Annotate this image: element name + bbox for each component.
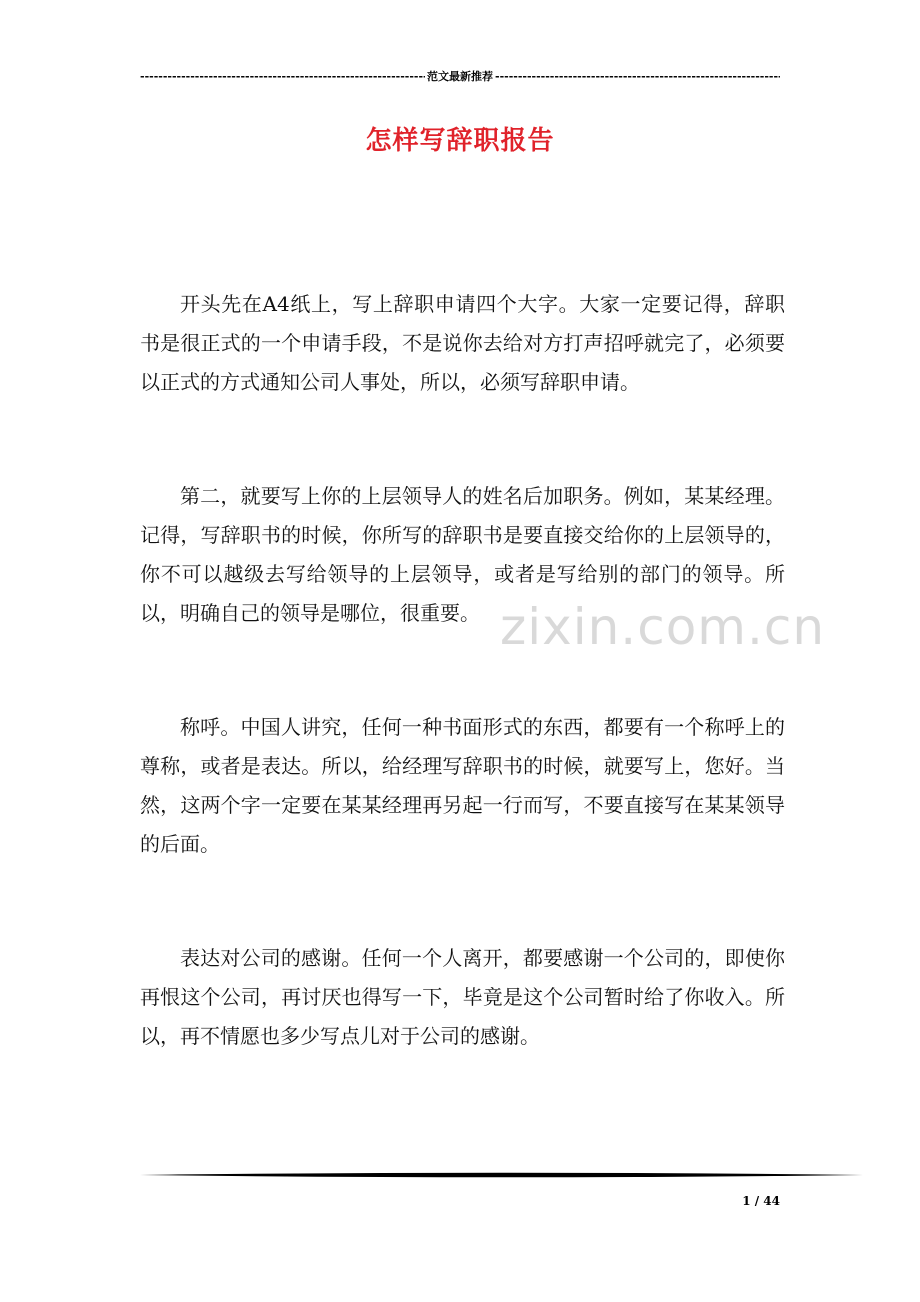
- paragraph: 称呼。中国人讲究，任何一种书面形式的东西，都要有一个称呼上的尊称，或者是表达。所以，给经理写辞职书的时候，就要写上，您好。当然，这两个字一定要在某某经理再另起一行而写，不要直接写在某某领导的后面。: [140, 715, 785, 856]
- paragraph: 表达对公司的感谢。任何一个人离开，都要感谢一个公司的，即使你再恨这个公司，再讨厌也得写一下，毕竟是这个公司暂时给了你收入。所以，再不情愿也多少写点儿对于公司的感谢。: [140, 946, 785, 1048]
- header-label: 范文最新推荐: [427, 70, 493, 83]
- page-number: 1 / 44: [742, 1194, 780, 1208]
- document-body: [140, 285, 785, 1131]
- header-dashes-right: [495, 70, 780, 83]
- paragraph: 第二，就要写上你的上层领导人的姓名后加职务。例如，某某经理。记得，写辞职书的时候，你所写的辞职书是要直接交给你的上层领导的，你不可以越级去写给领导的上层领导，或者是写给别的部门的领导。所以，明确自己的领导是哪位，很重要。: [140, 484, 785, 625]
- header-line: [140, 68, 780, 84]
- paragraph: 开头先在A4纸上，写上辞职申请四个大字。大家一定要记得，辞职书是很正式的一个申请手段，不是说你去给对方打声招呼就完了，必须要以正式的方式通知公司人事处，所以，必须写辞职申请。: [140, 292, 785, 394]
- header-dashes-left: [140, 70, 425, 83]
- document-title: 怎样写辞职报告: [365, 126, 555, 156]
- watermark: zixin.com.cn: [500, 598, 826, 656]
- footer-divider: [140, 1172, 863, 1178]
